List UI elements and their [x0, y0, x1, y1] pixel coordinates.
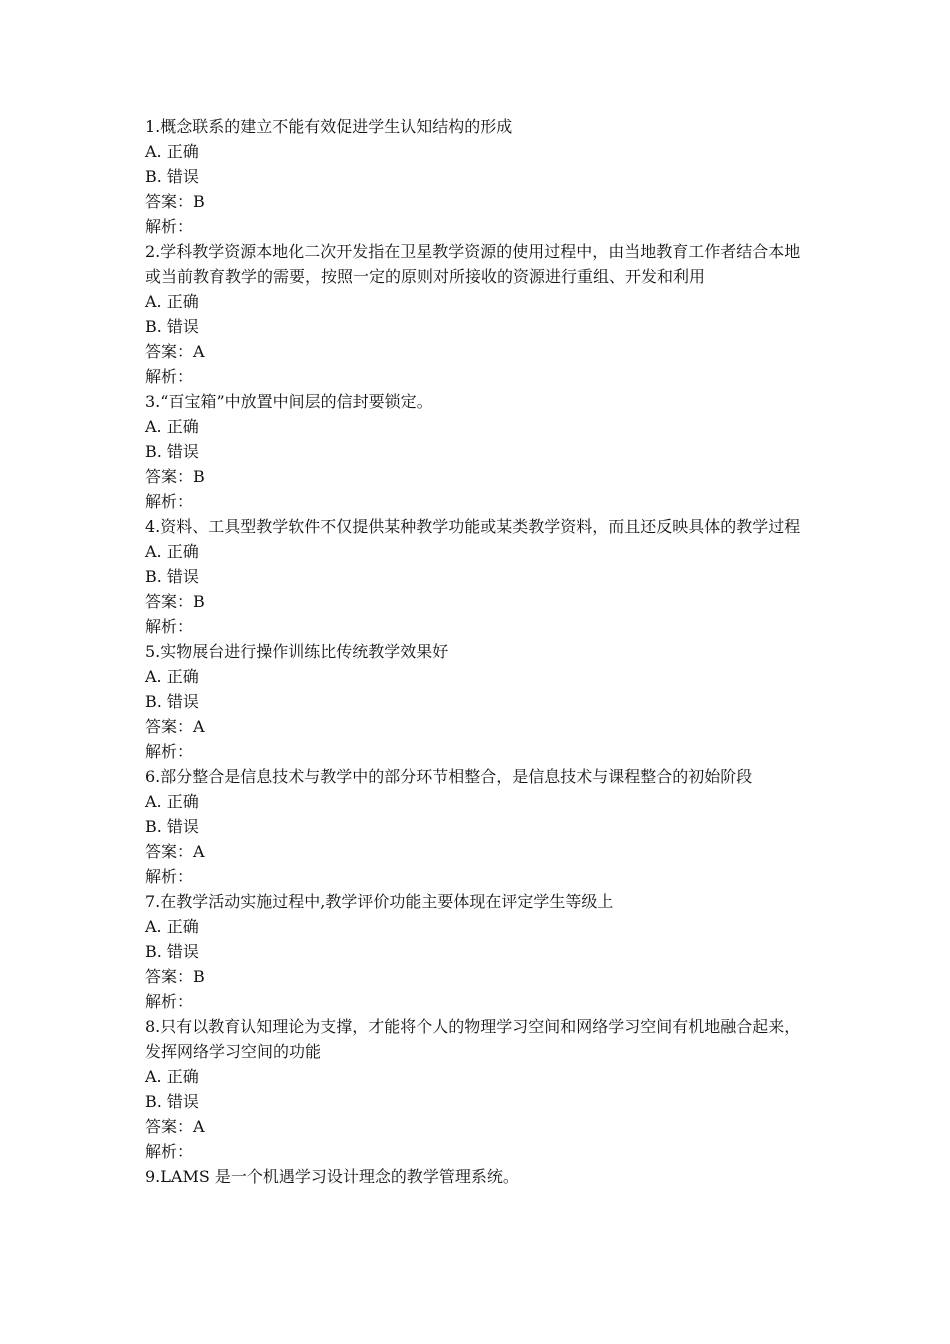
answer-line: 答案：A: [145, 1117, 205, 1136]
option-b: B. 错误: [145, 167, 199, 186]
option-a: A. 正确: [145, 667, 199, 686]
question-block-7: [145, 889, 815, 1014]
answer-line: 答案：A: [145, 342, 205, 361]
question-block-8: [145, 1014, 815, 1164]
option-a: A. 正确: [145, 792, 199, 811]
option-b: B. 错误: [145, 817, 199, 836]
question-text: 6.部分整合是信息技术与教学中的部分环节相整合，是信息技术与课程整合的初始阶段: [145, 767, 753, 786]
option-b: B. 错误: [145, 942, 199, 961]
option-b: B. 错误: [145, 567, 199, 586]
question-block-6: [145, 764, 815, 889]
analysis-line: 解析：: [145, 992, 194, 1011]
analysis-line: 解析：: [145, 867, 194, 886]
option-a: A. 正确: [145, 142, 199, 161]
question-block-4: [145, 514, 815, 639]
question-block-9: [145, 1164, 815, 1189]
question-list: [145, 114, 815, 1189]
analysis-line: 解析：: [145, 742, 194, 761]
question-block-5: [145, 639, 815, 764]
option-a: A. 正确: [145, 1067, 199, 1086]
answer-line: 答案：B: [145, 592, 205, 611]
option-b: B. 错误: [145, 317, 199, 336]
analysis-line: 解析：: [145, 217, 194, 236]
question-text: 1.概念联系的建立不能有效促进学生认知结构的形成: [145, 117, 513, 136]
answer-line: 答案：B: [145, 967, 205, 986]
analysis-line: 解析：: [145, 367, 194, 386]
option-b: B. 错误: [145, 692, 199, 711]
answer-line: 答案：A: [145, 717, 205, 736]
option-b: B. 错误: [145, 442, 199, 461]
question-text: 2.学科教学资源本地化二次开发指在卫星教学资源的使用过程中，由当地教育工作者结合本地或当前教育教学的需要，按照一定的原则对所接收的资源进行重组、开发和利用: [145, 242, 801, 286]
question-text: 3.“百宝箱”中放置中间层的信封要锁定。: [145, 392, 433, 411]
analysis-line: 解析：: [145, 492, 194, 511]
question-block-2: [145, 239, 815, 389]
option-a: A. 正确: [145, 542, 199, 561]
analysis-line: 解析：: [145, 617, 194, 636]
option-a: A. 正确: [145, 417, 199, 436]
option-a: A. 正确: [145, 292, 199, 311]
question-block-3: [145, 389, 815, 514]
analysis-line: 解析：: [145, 1142, 194, 1161]
question-text: 5.实物展台进行操作训练比传统教学效果好: [145, 642, 449, 661]
answer-line: 答案：B: [145, 467, 205, 486]
answer-line: 答案：A: [145, 842, 205, 861]
question-text: 7.在教学活动实施过程中,教学评价功能主要体现在评定学生等级上: [145, 892, 614, 911]
answer-line: 答案：B: [145, 192, 205, 211]
question-text: 4.资料、工具型教学软件不仅提供某种教学功能或某类教学资料，而且还反映具体的教学过程: [145, 517, 801, 536]
question-text: 9.LAMS 是一个机遇学习设计理念的教学管理系统。: [145, 1167, 519, 1186]
option-b: B. 错误: [145, 1092, 199, 1111]
question-text: 8.只有以教育认知理论为支撑，才能将个人的物理学习空间和网络学习空间有机地融合起来，发挥网络学习空间的功能: [145, 1017, 801, 1061]
option-a: A. 正确: [145, 917, 199, 936]
question-block-1: [145, 114, 815, 239]
